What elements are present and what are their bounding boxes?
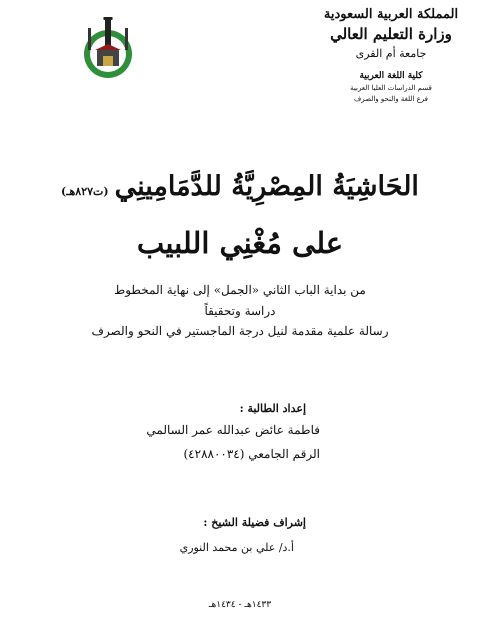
prepared-by-label: إعداد الطالبة : xyxy=(239,402,306,415)
academic-year: ١٤٣٣هـ - ١٤٣٤هـ xyxy=(208,600,272,610)
kingdom-name: المملكة العربية السعودية xyxy=(323,7,459,22)
university-logo xyxy=(78,14,138,80)
ministry-name: وزارة التعليم العالي xyxy=(330,25,452,43)
scope-line: من بداية الباب الثاني «الجمل» إلى نهاية المخطوط xyxy=(114,283,366,297)
degree-line: رسالة علمية مقدمة لنيل درجة الماجستير في النحو والصرف xyxy=(91,324,389,338)
student-name: فاطمة عائض عبدالله عمر السالمي xyxy=(146,423,320,437)
university-name: جامعة أم القرى xyxy=(355,47,427,60)
study-type-line: دراسة وتحقيقاً xyxy=(204,304,276,318)
supervisor-name: أ.د/ علي بن محمد النوري xyxy=(179,541,294,554)
supervisor-label: إشراف فضيلة الشيخ : xyxy=(203,516,306,529)
department-name: قسم الدراسات العليا العربية xyxy=(350,84,432,92)
branch-name: فرع اللغة والنحو والصرف xyxy=(354,95,428,103)
thesis-title-main: الحَاشِيَةُ المِصْرِيَّةُ للدَّمَامِينِي xyxy=(114,171,419,202)
thesis-title xyxy=(20,170,460,209)
student-id: الرقم الجامعي (٤٢٨٨٠٠٣٤) xyxy=(183,447,320,461)
college-name: كلية اللغة العربية xyxy=(359,71,423,81)
death-date: (ت٨٢٧هـ) xyxy=(61,185,109,198)
institution-header xyxy=(316,6,466,105)
thesis-subtitle: على مُغْنِي اللبيب xyxy=(136,226,344,260)
